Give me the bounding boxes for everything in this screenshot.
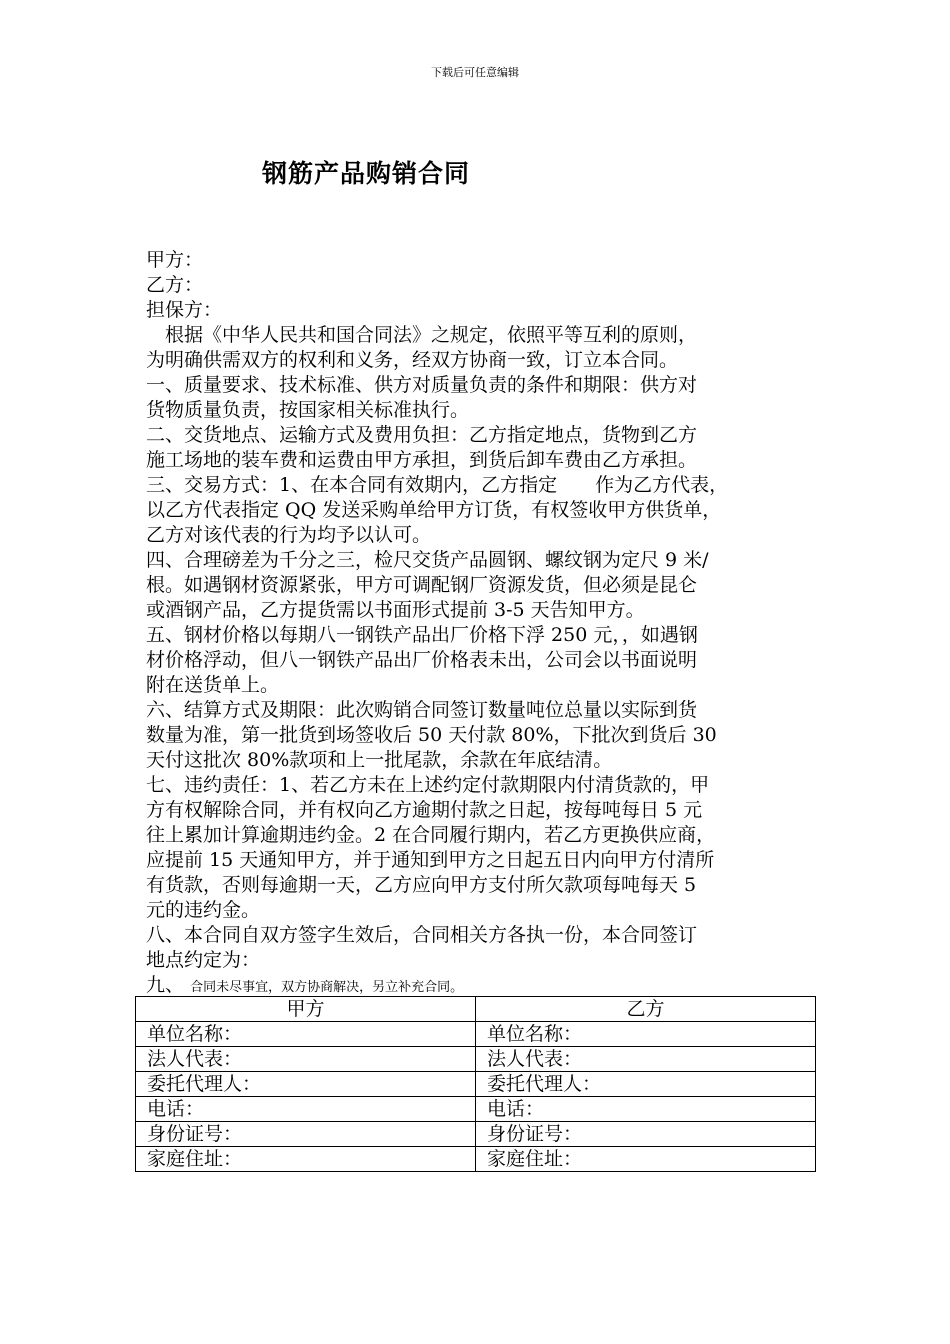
party-b-home-address: 家庭住址： <box>476 1147 816 1172</box>
party-b-legal-rep: 法人代表： <box>476 1047 816 1072</box>
body-line: 担保方： <box>146 299 223 321</box>
signature-table-header <box>136 997 816 1022</box>
body-line: 乙方对该代表的行为均予以认可。 <box>146 524 432 546</box>
body-line: 以乙方代表指定 QQ 发送采购单给甲方订货，有权签收甲方供货单， <box>146 499 722 521</box>
body-line: 二、交货地点、运输方式及费用负担：乙方指定地点，货物到乙方 <box>146 424 698 446</box>
body-line: 地点约定为： <box>146 949 261 971</box>
body-line: 根。如遇钢材资源紧张，甲方可调配钢厂资源发货，但必须是昆仑 <box>146 574 698 596</box>
body-line: 材价格浮动，但八一钢铁产品出厂价格表未出，公司会以书面说明 <box>146 649 698 671</box>
body-line: 乙方： <box>146 274 204 296</box>
party-a-home-address: 家庭住址： <box>136 1147 476 1172</box>
contract-body <box>146 248 816 973</box>
body-line: 七、违约责任：1、若乙方未在上述约定付款期限内付清货款的，甲 <box>146 774 710 796</box>
body-line: 元的违约金。 <box>146 899 261 921</box>
body-line: 往上累加计算逾期违约金。2 在合同履行期内，若乙方更换供应商， <box>146 824 716 846</box>
party-a-unit-name: 单位名称： <box>136 1022 476 1047</box>
body-line: 应提前 15 天通知甲方，并于通知到甲方之日起五日内向甲方付清所 <box>146 849 715 871</box>
clause-nine-text: 合同未尽事宜，双方协商解决，另立补充合同。 <box>190 980 464 995</box>
document-title: 钢筋产品购销合同 <box>262 159 471 188</box>
table-row <box>136 1022 816 1047</box>
body-line: 方有权解除合同，并有权向乙方逾期付款之日起，按每吨每日 5 元 <box>146 799 703 821</box>
body-line: 根据《中华人民共和国合同法》之规定，依照平等互利的原则， <box>146 324 698 346</box>
signature-table <box>135 996 816 1172</box>
body-line: 四、合理磅差为千分之三，检尺交货产品圆钢、螺纹钢为定尺 9 米/ <box>146 549 709 571</box>
table-row <box>136 1072 816 1097</box>
body-line: 有货款，否则每逾期一天，乙方应向甲方支付所欠款项每吨每天 5 <box>146 874 697 896</box>
party-a-legal-rep: 法人代表： <box>136 1047 476 1072</box>
body-line: 为明确供需双方的权利和义务，经双方协商一致，订立本合同。 <box>146 349 679 371</box>
table-row <box>136 1097 816 1122</box>
table-row <box>136 1147 816 1172</box>
party-b-id-number: 身份证号： <box>476 1122 816 1147</box>
body-line: 一、质量要求、技术标准、供方对质量负责的条件和期限：供方对 <box>146 374 698 396</box>
party-a-phone: 电话： <box>136 1097 476 1122</box>
party-b-agent: 委托代理人： <box>476 1072 816 1097</box>
body-line: 甲方： <box>146 249 204 271</box>
party-a-header: 甲方 <box>136 997 476 1022</box>
body-line: 八、本合同自双方签字生效后，合同相关方各执一份，本合同签订 <box>146 924 698 946</box>
table-row <box>136 1122 816 1147</box>
body-line: 五、钢材价格以每期八一钢铁产品出厂价格下浮 250 元，，如遇钢 <box>146 624 698 646</box>
body-line: 天付这批次 80%款项和上一批尾款，余款在年底结清。 <box>146 749 613 771</box>
page-header-note: 下载后可任意编辑 <box>431 66 519 79</box>
body-line: 数量为准，第一批货到场签收后 50 天付款 80%，下批次到货后 30 <box>146 724 717 746</box>
table-row <box>136 1047 816 1072</box>
party-b-header: 乙方 <box>476 997 816 1022</box>
clause-nine-prefix: 九、 <box>146 974 185 996</box>
body-line: 施工场地的装车费和运费由甲方承担，到货后卸车费由乙方承担。 <box>146 449 698 471</box>
body-line: 六、结算方式及期限：此次购销合同签订数量吨位总量以实际到货 <box>146 699 698 721</box>
party-a-agent: 委托代理人： <box>136 1072 476 1097</box>
body-line: 或酒钢产品，乙方提货需以书面形式提前 3-5 天告知甲方。 <box>146 599 645 621</box>
body-line: 附在送货单上。 <box>146 674 280 696</box>
body-line: 货物质量负责，按国家相关标准执行。 <box>146 399 470 421</box>
party-a-id-number: 身份证号： <box>136 1122 476 1147</box>
body-line: 三、交易方式：1、在本合同有效期内，乙方指定 作为乙方代表， <box>146 474 729 496</box>
party-b-unit-name: 单位名称： <box>476 1022 816 1047</box>
party-b-phone: 电话： <box>476 1097 816 1122</box>
